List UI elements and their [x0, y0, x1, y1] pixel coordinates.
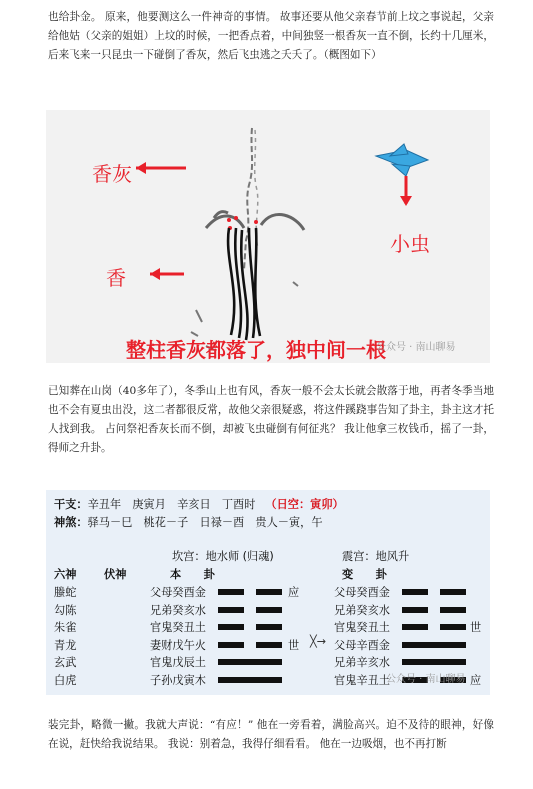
col-fushen: 伏神	[104, 568, 127, 581]
bian-mark: 世	[470, 621, 482, 634]
ben-yin-line	[256, 589, 282, 595]
fallen-ash-left	[206, 216, 244, 228]
hexagram-table	[46, 490, 490, 695]
ben-yin-line	[218, 607, 244, 613]
kongwang: （日空：寅卯）	[265, 498, 344, 511]
ben-yin-line	[218, 624, 244, 630]
bian-gua-cell: 兄弟癸亥水	[334, 603, 390, 617]
bian-yang-line	[402, 659, 466, 665]
paragraph-context: 已知葬在山岗（40多年了），冬季山上也有风，香灰一般不会太长就会散落于地，再者冬季当地也不会有夏虫出没，这二者都很反常，故他父亲很疑惑，将这件蹊跷事告知了卦主，卦主这才托人找到我。 占问祭祀香灰长而不倒，却被飞虫碰倒有何征兆？ 我让他拿三枚钱币，摇了一卦，得师之升卦。	[48, 385, 494, 454]
liushen-cell: 勾陈	[54, 603, 77, 617]
shensha-value: 驿马－巳 桃花－子 日禄－酉 贵人－寅，午	[87, 516, 323, 529]
ben-mark: 世	[288, 638, 300, 652]
change-arrow: ╳→	[310, 635, 327, 648]
bian-yin-line	[402, 607, 428, 613]
liushen-cell: 玄武	[54, 656, 77, 669]
col-bian: 变 卦	[342, 568, 387, 581]
bian-yin-line	[440, 624, 466, 630]
bug-icon	[376, 144, 428, 176]
ben-yin-line	[256, 607, 282, 613]
ben-gua-cell: 官鬼癸丑土	[150, 621, 206, 634]
ganzhi-value: 辛丑年 庚寅月 辛亥日 丁酉时	[87, 498, 256, 511]
bian-yin-line	[440, 607, 466, 613]
ben-gua-cell: 兄弟癸亥水	[150, 603, 206, 617]
label-ash: 香灰	[92, 162, 132, 186]
shensha-row: 神煞：驿马－巳 桃花－子 日禄－酉 贵人－寅，午	[54, 516, 323, 529]
col-liushen: 六神	[54, 568, 77, 581]
label-incense: 香	[106, 266, 126, 290]
ben-yin-line	[256, 624, 282, 630]
ben-gua-cell: 官鬼戊辰土	[150, 656, 206, 669]
liushen-cell: 青龙	[54, 638, 77, 652]
paragraph-intro: 也给卦金。 原来，他要测这么一件神奇的事情。 故事还要从他父亲春节前上坟之事说起，父亲给他姑（父亲的姐姐）上坟的时候，一把香点着，中间独竖一根香灰一直不倒，长约十几厘米，后来飞来一只昆虫一下碰倒了香灰，然后飞虫逃之夭夭了。（概图如下）	[48, 11, 494, 61]
ben-gua-cell: 父母癸酉金	[150, 586, 206, 599]
liushen-cell: 白虎	[54, 673, 77, 687]
bian-yin-line	[402, 624, 428, 630]
ganzhi-row: 干支：辛丑年 庚寅月 辛亥日 丁酉时 （日空：寅卯）	[54, 498, 344, 511]
bian-gua-cell: 兄弟辛亥水	[334, 656, 390, 669]
bian-gua-cell: 官鬼癸丑土	[334, 621, 390, 634]
figure-watermark: 公众号 · 南山聊易	[376, 342, 456, 353]
incense-sticks	[228, 228, 260, 340]
ben-yin-line	[218, 589, 244, 595]
palace-left: 坎宫：地水师 (归魂)	[172, 550, 274, 563]
bian-gua-cell: 父母辛酉金	[334, 638, 390, 652]
ben-mark: 应	[288, 586, 300, 599]
bian-gua-cell: 官鬼辛丑土	[334, 673, 390, 687]
col-ben: 本 卦	[170, 568, 215, 581]
palace-right: 震宫：地风升	[342, 550, 410, 563]
paragraph-result: 装完卦，略微一撇。我就大声说：“有应！” 他在一旁看着，满脸高兴。迫不及待的眼神，好像在说，赶快给我说结果。 我说：别着急，我得仔细看看。 他在一边吸烟，也不再打断	[48, 719, 494, 750]
bian-yin-line	[402, 589, 428, 595]
incense-sketch-figure	[46, 110, 490, 363]
liushen-cell: 朱雀	[54, 621, 77, 634]
table-watermark: 公众号 · 南山聊易	[386, 674, 466, 685]
bian-gua-cell: 父母癸酉金	[334, 586, 390, 599]
ben-yang-line	[218, 677, 282, 683]
ben-gua-cell: 子孙戊寅木	[150, 673, 206, 687]
ben-yin-line	[218, 642, 244, 648]
ben-yin-line	[256, 642, 282, 648]
liushen-cell: 螣蛇	[54, 586, 77, 599]
bian-yin-line	[440, 589, 466, 595]
bian-yang-line	[402, 642, 466, 648]
fallen-ash-right	[261, 215, 304, 230]
ben-gua-cell: 妻财戊午火	[150, 638, 206, 652]
bian-mark: 应	[470, 673, 482, 687]
label-bug: 小虫	[390, 232, 430, 256]
figure-caption: 整柱香灰都落了，独中间一根	[126, 338, 386, 362]
ben-yang-line	[218, 659, 282, 665]
